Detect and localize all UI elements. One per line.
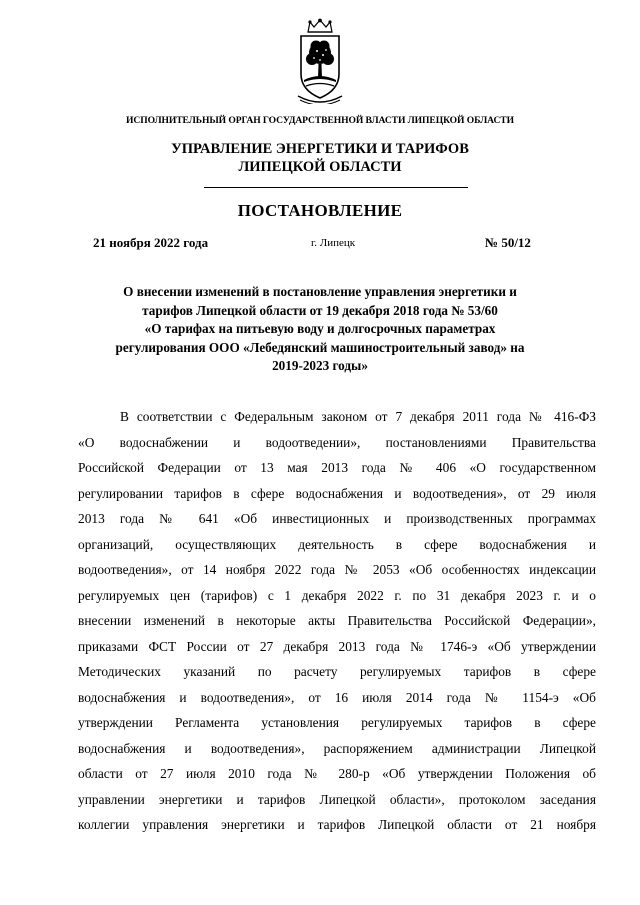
- body-line: 2013 года № 641 «Об инвестиционных и производственных программах: [78, 511, 596, 526]
- body-line: коллегии управления энергетики и тарифов Липецкой области от 21 ноября: [78, 817, 596, 832]
- document-city: г. Липецк: [311, 237, 356, 249]
- body-line: приказами ФСТ России от 27 декабря 2013 года № 1746-э «Об утверждении: [78, 638, 596, 654]
- title-line: «О тарифах на питьевую воду и долгосрочных параметрах: [144, 321, 496, 336]
- document-number: № 50/12: [485, 235, 531, 250]
- document-title: [60, 283, 580, 376]
- body-line: внесении изменений в некоторые акты Правительства Российской Федерации»,: [78, 613, 596, 628]
- document-body: [78, 404, 596, 838]
- body-line: водоотведения», от 14 ноября 2022 года № 2053 «Об особенностях индексации: [78, 562, 596, 577]
- body-line: водоснабжения и водоотведения», от 16 июля 2014 года № 1154-э «Об: [78, 689, 596, 705]
- document-type: ПОСТАНОВЛЕНИЕ: [237, 201, 403, 220]
- body-line: Российской Федерации от 13 мая 2013 года № 406 «О государственном: [78, 460, 596, 475]
- body-line: В соответствии с Федеральным законом от 7 декабря 2011 года № 416-ФЗ: [120, 409, 596, 424]
- organization-name-line-2: ЛИПЕЦКОЙ ОБЛАСТИ: [238, 159, 402, 175]
- body-line: «О водоснабжении и водоотведении», постановлениями Правительства: [78, 434, 596, 450]
- lipetsk-coat-of-arms-icon: [292, 18, 348, 104]
- body-line: области от 27 июля 2010 года № 280-р «Об утверждении Положения об: [78, 766, 596, 781]
- body-line: Методических указаний по расчету регулируемых тарифов в сфере: [78, 664, 596, 679]
- title-line: О внесении изменений в постановление управления энергетики и: [123, 284, 517, 299]
- title-line: тарифов Липецкой области от 19 декабря 2018 года № 53/60: [142, 302, 498, 318]
- authority-name: ИСПОЛНИТЕЛЬНЫЙ ОРГАН ГОСУДАРСТВЕННОЙ ВЛАСТИ ЛИПЕЦКОЙ ОБЛАСТИ: [126, 115, 514, 126]
- document-date: 21 ноября 2022 года: [93, 235, 209, 250]
- body-line: регулируемых цен (тарифов) с 1 декабря 2022 г. по 31 декабря 2023 г. и о: [78, 587, 596, 603]
- body-line: водоснабжения и водоотведения», распоряжением администрации Липецкой: [78, 740, 596, 756]
- body-line: управлении энергетики и тарифов Липецкой области», протоколом заседания: [78, 791, 596, 807]
- header-divider: [204, 187, 468, 188]
- organization-name: [0, 140, 640, 176]
- title-line: регулирования ООО «Лебедянский машиностроительный завод» на: [115, 339, 525, 355]
- body-line: утверждении Регламента установления регулируемых тарифов в сфере: [78, 715, 596, 730]
- title-line: 2019-2023 годы»: [272, 358, 368, 373]
- body-line: организаций, осуществляющих деятельность в сфере водоснабжения и: [78, 536, 596, 552]
- body-line: регулировании тарифов в сфере водоснабжения и водоотведения», от 29 июля: [78, 485, 596, 501]
- organization-name-line-1: УПРАВЛЕНИЕ ЭНЕРГЕТИКИ И ТАРИФОВ: [171, 141, 469, 157]
